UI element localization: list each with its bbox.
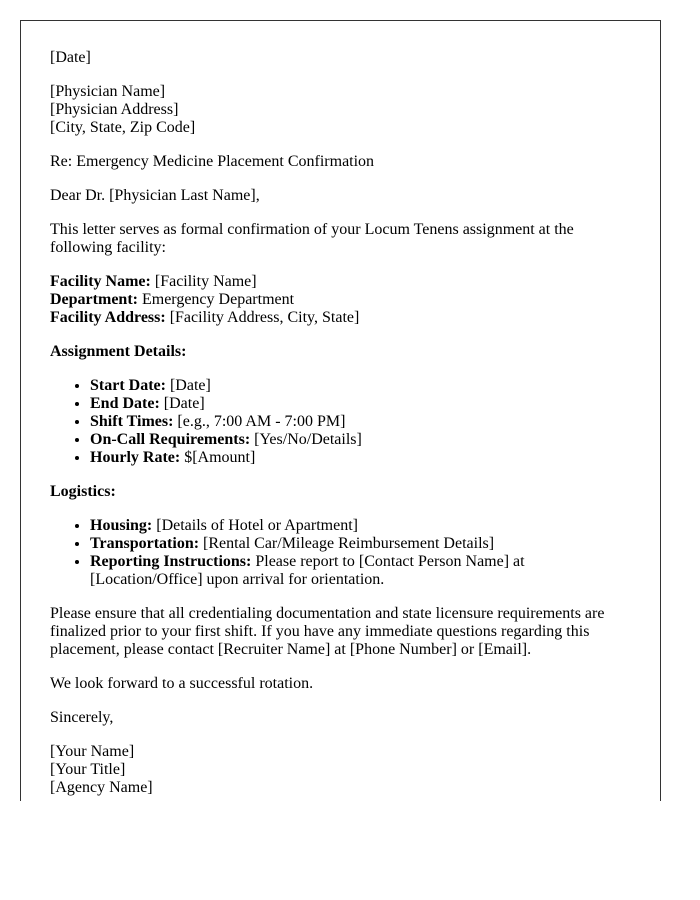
facility-name-value: [Facility Name]	[150, 273, 257, 290]
item-label: Start Date:	[90, 377, 166, 394]
list-item	[90, 431, 630, 449]
sender-name: [Your Name]	[50, 743, 135, 760]
item-value: [Rental Car/Mileage Reimbursement Details]	[199, 535, 495, 552]
subject-line: Re: Emergency Medicine Placement Confirmation	[50, 153, 375, 170]
item-label: Hourly Rate:	[90, 449, 181, 466]
facility-block	[50, 273, 630, 327]
facility-address-label: Facility Address:	[50, 309, 166, 326]
item-label: Shift Times:	[90, 413, 174, 430]
closing-line: We look forward to a successful rotation.	[50, 675, 314, 692]
department-value: Emergency Department	[137, 291, 295, 308]
logistics-heading-text: Logistics:	[50, 483, 116, 500]
recipient-address: [Physician Address]	[50, 101, 179, 118]
list-item	[90, 395, 630, 413]
item-value: $[Amount]	[180, 449, 256, 466]
facility-name-label: Facility Name:	[50, 273, 151, 290]
logistics-heading	[50, 483, 630, 501]
item-label: Reporting Instructions:	[90, 553, 252, 570]
recipient-block	[50, 83, 630, 137]
sender-title: [Your Title]	[50, 761, 126, 778]
assignment-list	[50, 377, 630, 467]
item-label: On-Call Requirements:	[90, 431, 251, 448]
list-item	[90, 413, 630, 431]
item-value: Please report to [Contact Person Name] at [Location/Office] upon arrival for orientation.	[90, 553, 525, 588]
signature-block	[50, 743, 630, 797]
agency-name: [Agency Name]	[50, 779, 153, 796]
recipient-city: [City, State, Zip Code]	[50, 119, 196, 136]
signoff: Sincerely,	[50, 709, 114, 726]
recipient-name: [Physician Name]	[50, 83, 166, 100]
item-value: [Date]	[159, 395, 205, 412]
assignment-heading	[50, 343, 630, 361]
date: [Date]	[50, 49, 91, 66]
item-value: [Yes/No/Details]	[250, 431, 362, 448]
assignment-heading-text: Assignment Details:	[50, 343, 187, 360]
list-item	[90, 553, 630, 589]
department-label: Department:	[50, 291, 138, 308]
list-item	[90, 535, 630, 553]
logistics-list	[50, 517, 630, 589]
facility-address-value: [Facility Address, City, State]	[165, 309, 360, 326]
item-label: End Date:	[90, 395, 160, 412]
item-value: [Date]	[165, 377, 211, 394]
credentialing-paragraph: Please ensure that all credentialing documentation and state licensure requirements are finalized prior to your first shift. If you have any immediate questions regarding this placement, please contact [Recruiter Name] at [Phone Number] or [Email].	[50, 605, 605, 658]
item-value: [Details of Hotel or Apartment]	[152, 517, 358, 534]
letter-page	[20, 20, 661, 801]
item-label: Transportation:	[90, 535, 200, 552]
list-item	[90, 449, 630, 467]
list-item	[90, 517, 630, 535]
salutation: Dear Dr. [Physician Last Name],	[50, 187, 260, 204]
list-item	[90, 377, 630, 395]
intro-paragraph: This letter serves as formal confirmation of your Locum Tenens assignment at the following facility:	[50, 221, 574, 256]
item-value: [e.g., 7:00 AM - 7:00 PM]	[173, 413, 346, 430]
item-label: Housing:	[90, 517, 153, 534]
